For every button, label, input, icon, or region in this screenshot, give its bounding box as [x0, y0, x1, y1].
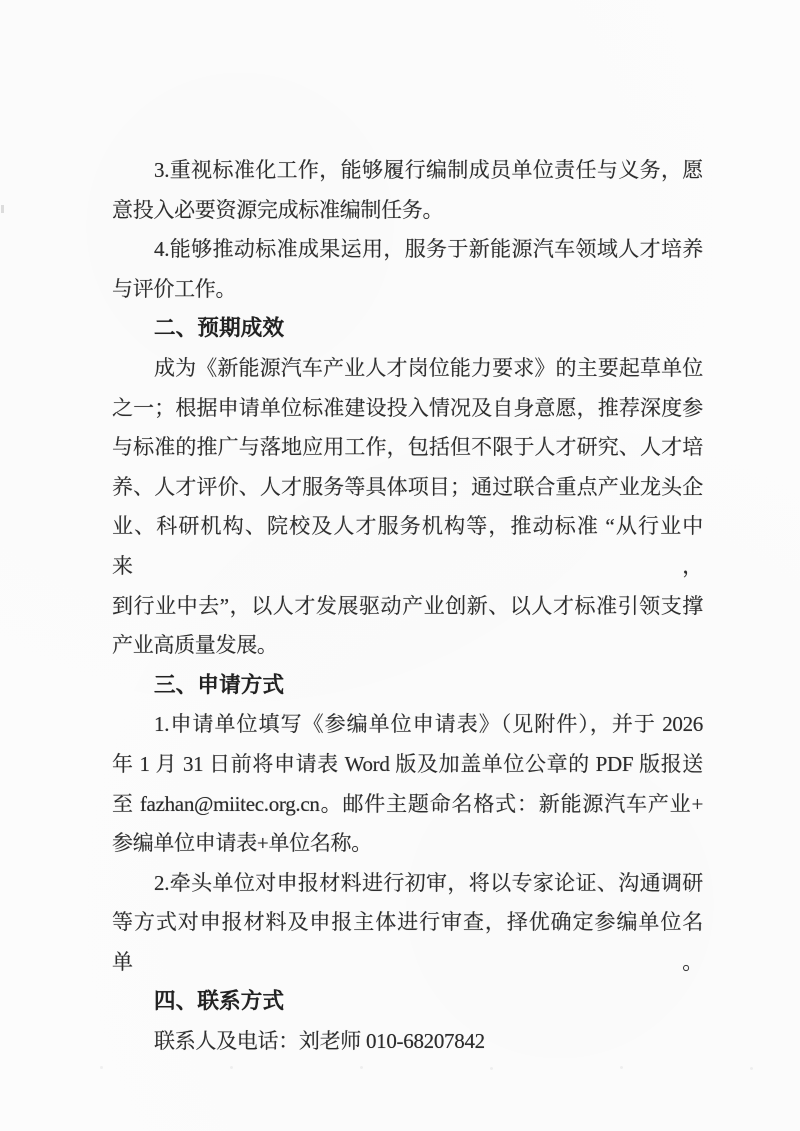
text-line: 产业高质量发展。 [112, 633, 278, 658]
contact-line: 联系人及电话：刘老师 010-68207842 [154, 1029, 485, 1054]
text-line: 与评价工作。 [112, 276, 237, 301]
text-line: 年 1 月 31 日前将申请表 Word 版及加盖单位公章的 PDF 版报送 [112, 751, 703, 776]
text-line: 参编单位申请表+单位名称。 [112, 831, 372, 856]
text-line: 1.申请单位填写《参编单位申请表》（见附件），并于 2026 [154, 712, 703, 737]
scan-artifact [750, 1067, 753, 1070]
scan-artifact [100, 1066, 103, 1069]
scan-artifact [360, 1066, 363, 1069]
section-heading-contact-info: 四、联系方式 [154, 989, 285, 1014]
text-line: 与标准的推广与落地应用工作，包括但不限于人才研究、人才培 [112, 435, 703, 460]
section-heading-expected-results: 二、预期成效 [154, 316, 285, 341]
text-line: 养、人才评价、人才服务等具体项目；通过联合重点产业龙头企 [112, 474, 703, 499]
text-line: 2.牵头单位对申报材料进行初审，将以专家论证、沟通调研 [154, 870, 703, 895]
text-line: 到行业中去”，以人才发展驱动产业创新、以人才标准引领支撑 [112, 593, 703, 618]
scan-artifact [1, 205, 4, 213]
scan-artifact [620, 1066, 623, 1069]
scan-artifact [490, 1067, 493, 1070]
section-heading-application-method: 三、申请方式 [154, 672, 285, 697]
document-body [112, 151, 703, 1062]
text-line: 成为《新能源汽车产业人才岗位能力要求》的主要起草单位 [154, 355, 703, 380]
text-line-email: 至 fazhan@miitec.org.cn。邮件主题命名格式：新能源汽车产业+ [112, 791, 703, 816]
text-line: 4.能够推动标准成果运用，服务于新能源汽车领域人才培养 [154, 237, 703, 262]
text-line: 等方式对申报材料及申报主体进行审查，择优确定参编单位名单。 [112, 910, 703, 974]
text-line: 3.重视标准化工作，能够履行编制成员单位责任与义务，愿 [154, 158, 703, 182]
text-line: 业、科研机构、院校及人才服务机构等，推动标准 “从行业中来， [112, 514, 703, 578]
scan-artifact [230, 1066, 233, 1069]
text-line: 意投入必要资源完成标准编制任务。 [112, 197, 444, 222]
text-line: 之一；根据申请单位标准建设投入情况及自身意愿，推荐深度参 [112, 395, 703, 420]
